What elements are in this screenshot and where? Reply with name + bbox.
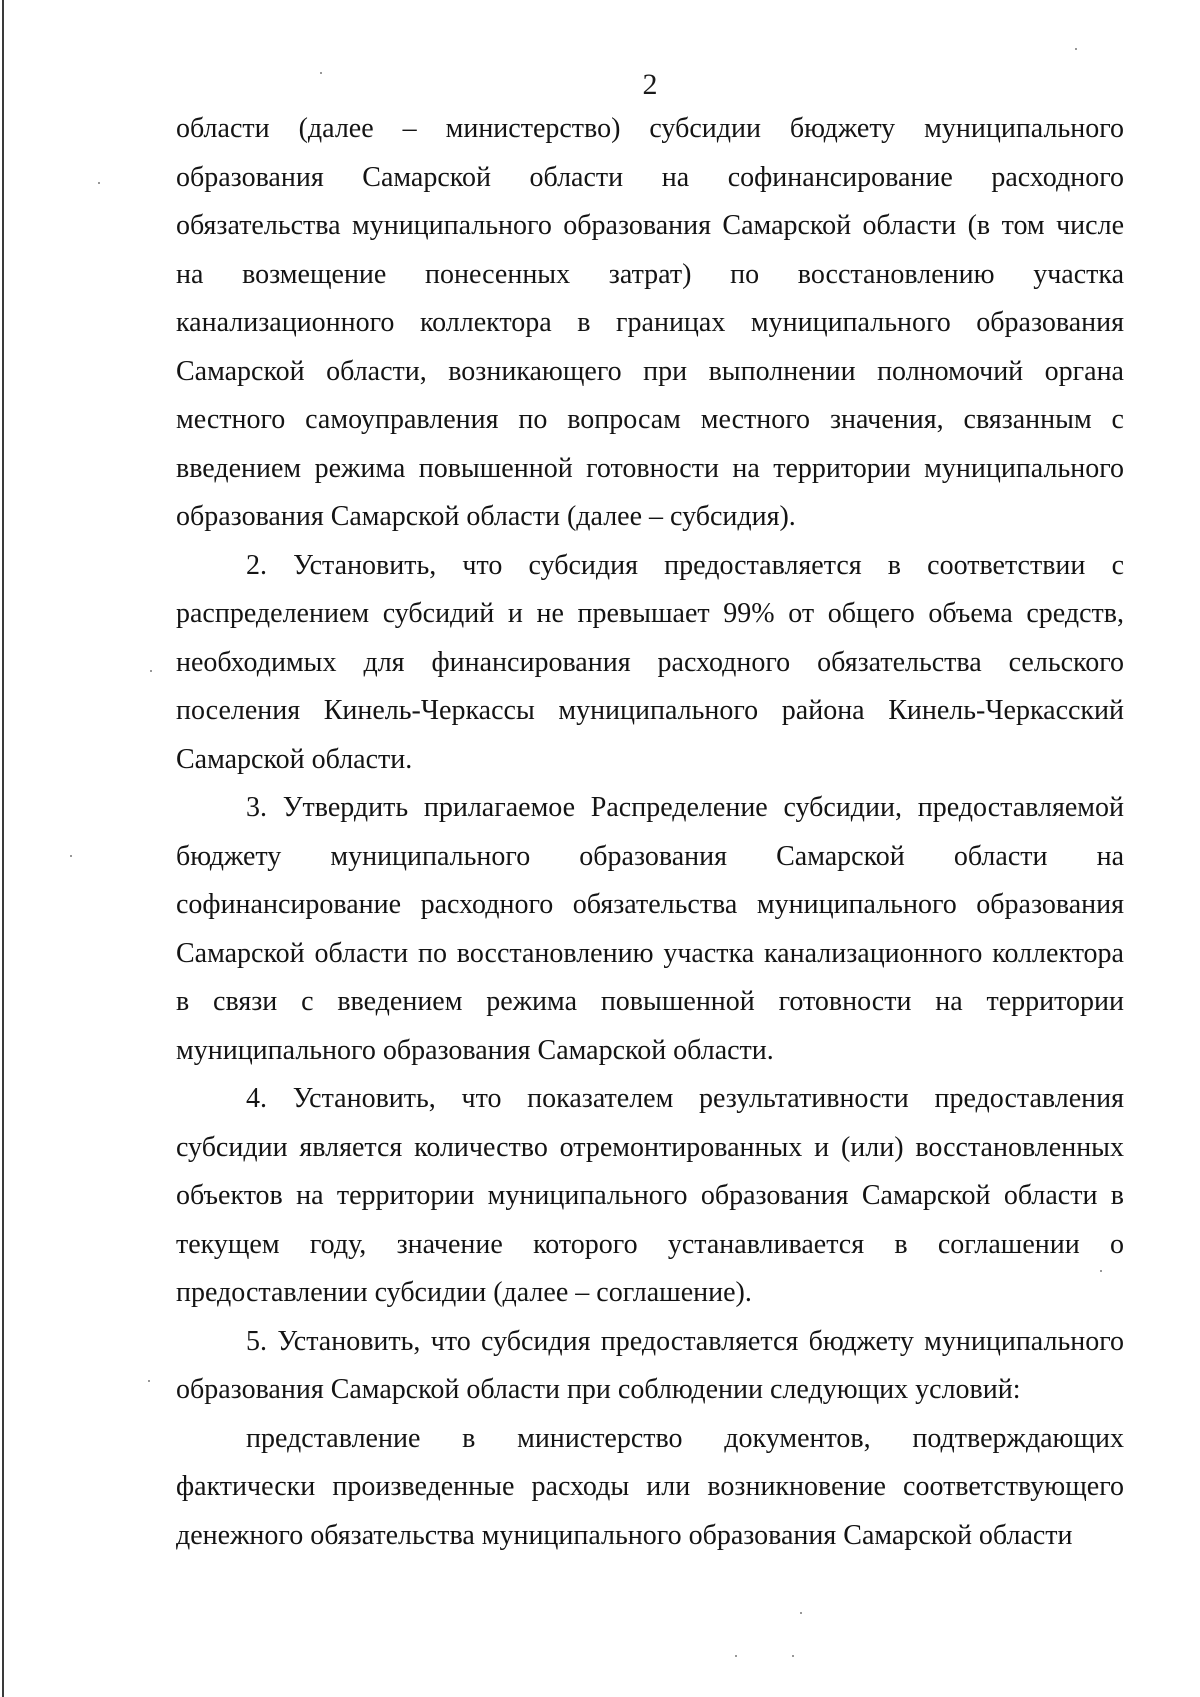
- page-number: 2: [642, 68, 658, 101]
- scan-speck: [70, 855, 72, 857]
- paragraph-continuation: области (далее – министерство) субсидии бюджету муниципального образования Самарской области на софинансирование расходного обязательства муниципального образования Самарской области (в том числе на возмещение понесенных затрат) по восстановлению участка канализационного коллектора в границах муниципального образования Самарской области, возникающего при выполнении полномочий органа местного самоуправления по вопросам местного значения, связанным с введением режима повышенной готовности на территории муниципального образования Самарской области (далее – субсидия).: [176, 113, 1124, 532]
- scan-speck: [1075, 48, 1077, 50]
- paragraph-condition: представление в министерство документов, подтверждающих фактически произведенные расходы или возникновение соответствующего денежного обязательства муниципального образования Самарской области: [176, 1422, 1124, 1551]
- document-body: [176, 105, 1124, 1560]
- paragraph-4: 4. Установить, что показателем результативности предоставления субсидии является количество отремонтированных и (или) восстановленных объектов на территории муниципального образования Самарской области в текущем году, значение которого устанавливается в соглашении о предоставлении субсидии (далее – соглашение).: [176, 1083, 1124, 1308]
- scan-speck: [735, 1655, 737, 1657]
- paragraph-2: 2. Установить, что субсидия предоставляется в соответствии с распределением субсидий и не превышает 99% от общего объема средств, необходимых для финансирования расходного обязательства сельского поселения Кинель-Черкассы муниципального района Кинель-Черкасский Самарской области.: [176, 549, 1124, 775]
- scan-speck: [320, 72, 322, 74]
- scan-speck: [792, 1655, 794, 1657]
- scan-speck: [1100, 1270, 1102, 1272]
- scan-edge: [2, 0, 4, 1697]
- scan-speck: [800, 1612, 802, 1614]
- scan-speck: [148, 1380, 150, 1382]
- paragraph-3: 3. Утвердить прилагаемое Распределение субсидии, предоставляемой бюджету муниципального образования Самарской области на софинансирование расходного обязательства муниципального образования Самарской области по восстановлению участка канализационного коллектора в связи с введением режима повышенной готовности на территории муниципального образования Самарской области.: [176, 792, 1124, 1066]
- paragraph-5: 5. Установить, что субсидия предоставляется бюджету муниципального образования Самарской области при соблюдении следующих условий:: [176, 1325, 1124, 1405]
- scan-speck: [150, 670, 152, 672]
- scan-speck: [98, 182, 100, 184]
